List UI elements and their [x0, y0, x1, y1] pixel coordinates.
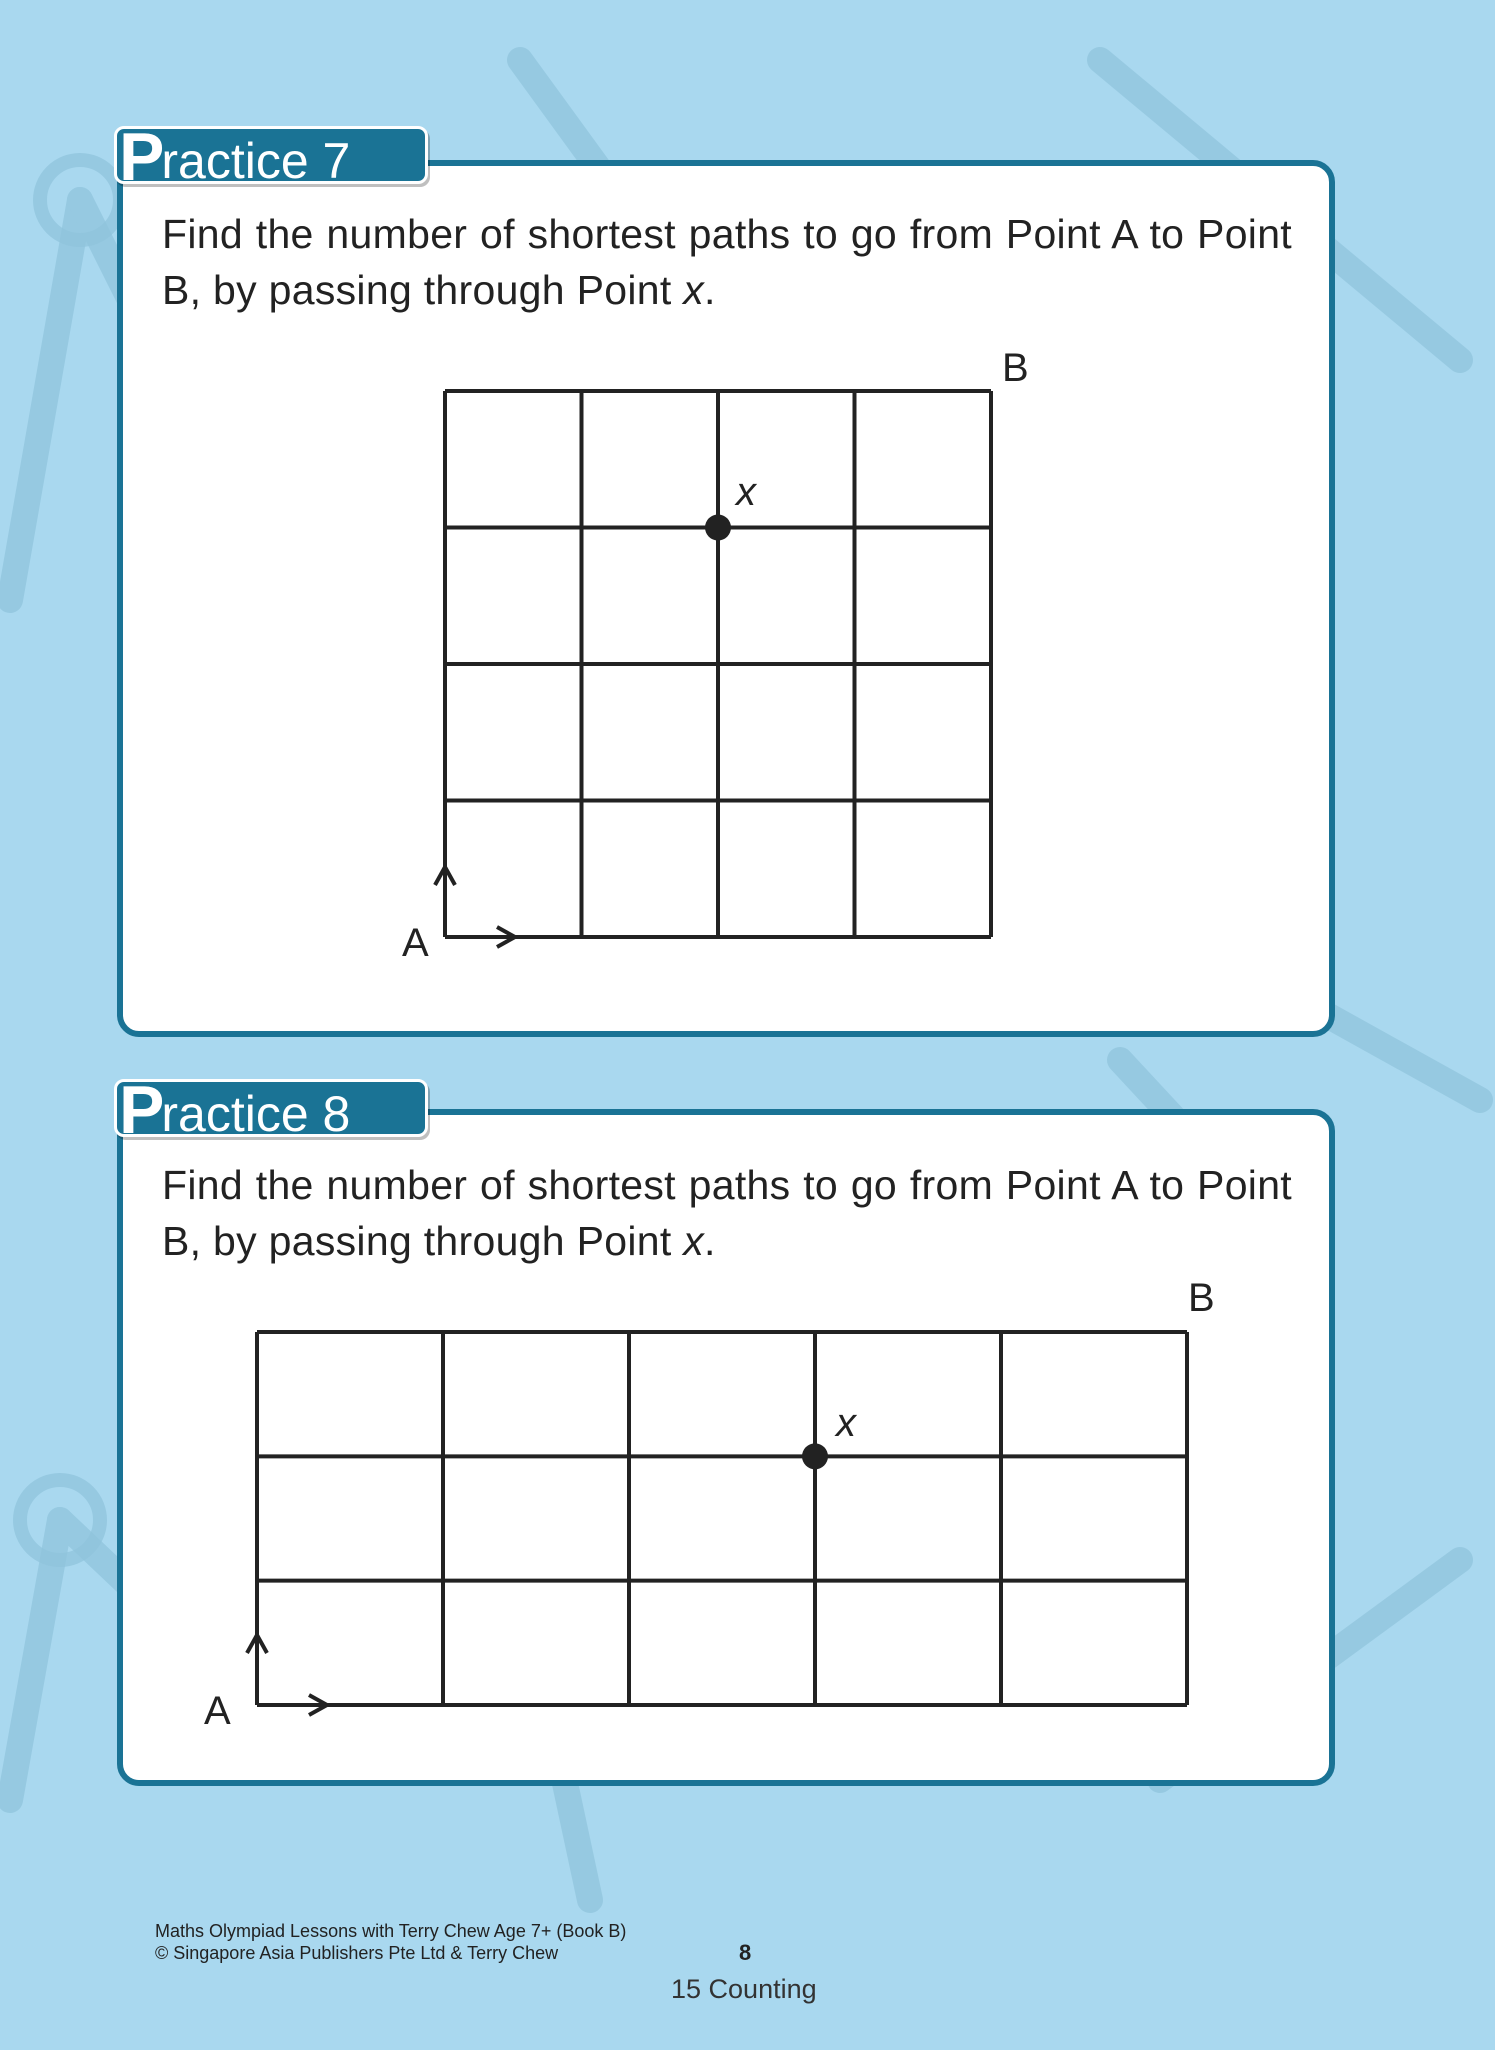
footer-reference: [155, 1920, 626, 1964]
practice-heading-initial: P: [119, 1072, 165, 1148]
book-title: Maths Olympiad Lessons with Terry Chew Age 7+ (Book B): [155, 1921, 627, 1941]
question-variable: x: [683, 267, 705, 313]
point-b-label: B: [1188, 1276, 1215, 1320]
question-end: .: [704, 267, 716, 313]
question-text: Find the number of shortest paths to go from Point A to Point B, by passing through Point: [162, 211, 1292, 313]
point-x-label: x: [736, 470, 756, 514]
point-b-label: B: [1002, 346, 1029, 390]
practice-8-question: [162, 1157, 1292, 1269]
practice-heading-rest: ractice 8: [161, 1086, 351, 1142]
practice-7-heading: [114, 119, 428, 195]
copyright: © Singapore Asia Publishers Pte Ltd & Terry Chew: [155, 1943, 559, 1963]
question-variable: x: [683, 1218, 705, 1264]
point-a-label: A: [204, 1689, 231, 1733]
practice-heading-initial: P: [119, 119, 165, 195]
chapter-title: 15 Counting: [671, 1974, 817, 2004]
point-a-label: A: [402, 921, 429, 965]
practice-8-heading: [114, 1072, 428, 1148]
point-x-label: x: [836, 1401, 856, 1445]
practice-7-question: [162, 206, 1292, 318]
practice-heading-rest: ractice 7: [161, 133, 351, 189]
question-text: Find the number of shortest paths to go from Point A to Point B, by passing through Point: [162, 1162, 1292, 1264]
question-end: .: [704, 1218, 716, 1264]
page-number: 8: [739, 1940, 752, 1965]
